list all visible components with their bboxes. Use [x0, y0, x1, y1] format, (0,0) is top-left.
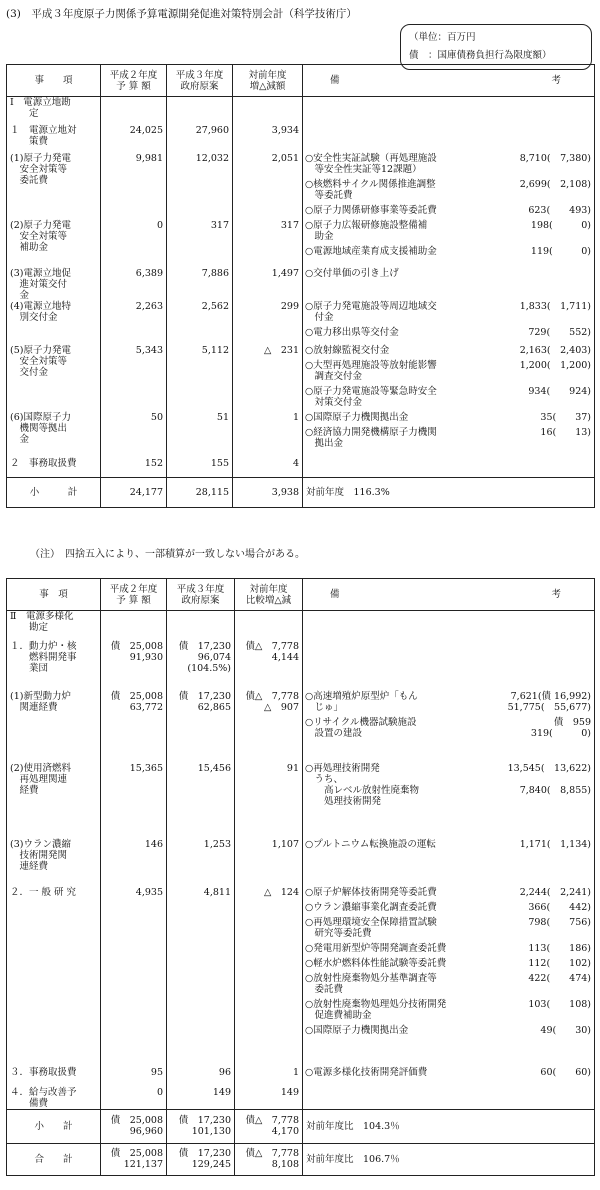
total-fy3: 債 17,230 129,245: [167, 1143, 235, 1175]
remark-line: [305, 427, 591, 449]
remark-text: ○放射線監視交付金: [305, 344, 390, 356]
remark-value: 2,244( 2,241): [519, 886, 591, 898]
row-remarks: [303, 268, 595, 301]
row-item: ２ 事務取扱費: [10, 457, 77, 469]
row-fy3: [167, 97, 233, 125]
table-row: [7, 345, 595, 412]
row-fy2: [101, 97, 167, 125]
row-diff: 1,107: [235, 839, 303, 887]
remark-value: 13,545( 13,622) 7,840( 8,855): [507, 762, 591, 796]
table-row: [7, 1087, 595, 1110]
remark-line: [305, 1025, 591, 1036]
page-title: (3) 平成３年度原子力関係予算電源開発促進対策特別会計（科学技術庁）: [6, 8, 357, 20]
header-remarks-2: 考: [551, 75, 561, 86]
remark-value: 49( 30): [540, 1024, 591, 1036]
row-fy3: 51: [167, 412, 233, 458]
remark-line: [305, 179, 591, 201]
total-fy2: 債 25,008 121,137: [101, 1143, 167, 1175]
table-row: [7, 458, 595, 478]
header-item-2: 事 項: [7, 579, 101, 611]
remark-line: [305, 691, 591, 713]
remark-line: [305, 1067, 591, 1078]
row-diff: △ 231: [233, 345, 303, 412]
remark-text: ○原子力広報研修施設整備補 助金: [305, 219, 428, 242]
row-fy3: [167, 611, 235, 641]
row-diff: 3,934: [233, 125, 303, 153]
row-fy2: 50: [101, 412, 167, 458]
row-remarks: [303, 412, 595, 458]
row-remarks: [303, 691, 595, 763]
header-remarks-b2: 考: [551, 589, 561, 600]
row-fy3: 債 17,230 62,865: [167, 691, 235, 763]
total-fy3: 28,115: [167, 478, 233, 508]
total-remark: 対前年度比 104.3％: [303, 1109, 595, 1143]
row-remarks: [303, 641, 595, 691]
remark-value: 729( 552): [528, 326, 591, 338]
row-fy2: 6,389: [101, 268, 167, 301]
remark-line: [305, 220, 591, 242]
remark-value: 1,200( 1,200): [519, 359, 591, 371]
remark-value: 366( 442): [528, 901, 591, 913]
row-fy3: 2,562: [167, 301, 233, 345]
remark-value: 35( 37): [540, 411, 591, 423]
remark-text: ○電源多様化技術開発評価費: [305, 1066, 428, 1078]
remark-text: ○電源地域産業育成支援補助金: [305, 245, 437, 257]
table-row: [7, 611, 595, 641]
row-diff: [235, 611, 303, 641]
table-1-body: [7, 97, 595, 508]
row-item: ２．一 般 研 究: [10, 886, 77, 898]
remark-text: ○高速増殖炉原型炉「もん じゅ」: [305, 690, 418, 713]
remark-text: ○放射性廃棄物処理処分技術開発 促進費補助金: [305, 998, 447, 1021]
total-remark: 対前年度比 106.7％: [303, 1143, 595, 1175]
row-item: (4)電源立地特 別交付金: [10, 300, 71, 323]
row-fy2: [101, 611, 167, 641]
remark-text: ○発電用新型炉等開発調査委託費: [305, 942, 447, 954]
remark-text: ○ウラン濃縮事業化調査委託費: [305, 901, 437, 913]
table-row: [7, 125, 595, 153]
row-remarks: [303, 1067, 595, 1087]
remark-value: 16( 13): [540, 426, 591, 438]
remark-value: 8,710( 7,380): [519, 152, 591, 164]
footnote: （注） 四捨五入により、一部積算が一致しない場合がある。: [30, 549, 305, 560]
remark-value: 7,621(債 16,992) 51,775( 55,677): [507, 690, 591, 713]
remark-text: ○安全性実証試験（再処理施設 等安全性実証等12課題）: [305, 152, 437, 175]
budget-table-1: [6, 64, 595, 508]
remark-text: ○原子炉解体技術開発等委託費: [305, 886, 437, 898]
table-row: [7, 763, 595, 839]
remark-text: ○原子力発電施設等周辺地域交 付金: [305, 300, 437, 323]
row-remarks: [303, 153, 595, 220]
remark-line: [305, 902, 591, 913]
row-item: (3)ウラン濃縮 技術開発関 連経費: [10, 838, 71, 872]
row-remarks: [303, 887, 595, 1067]
remark-line: [305, 246, 591, 257]
header-remarks-b1: 備: [330, 589, 340, 600]
row-item: (5)原子力発電 安全対策等 交付金: [10, 344, 71, 378]
header-diff: 対前年度 増△減額: [233, 65, 303, 97]
row-item: ３．事務取扱費: [10, 1066, 77, 1078]
total-remark: 対前年度 116.3%: [303, 478, 595, 508]
remark-value: 623( 493): [528, 204, 591, 216]
table-row: [7, 641, 595, 691]
header-remarks-b: [303, 579, 595, 611]
row-fy2: 5,343: [101, 345, 167, 412]
row-fy2: 債 25,008 91,930: [101, 641, 167, 691]
table-row: [7, 691, 595, 763]
total-diff: 債△ 7,778 4,170: [235, 1109, 303, 1143]
row-fy3: 15,456: [167, 763, 235, 839]
table-row: [7, 97, 595, 125]
row-remarks: [303, 611, 595, 641]
remark-line: [305, 205, 591, 216]
header-fy3-2: 平成３年度 政府原案: [167, 579, 235, 611]
row-fy3: 1,253: [167, 839, 235, 887]
row-fy3: 7,886: [167, 268, 233, 301]
remark-value: 2,699( 2,108): [519, 178, 591, 190]
row-fy3: 317: [167, 220, 233, 268]
row-diff: 2,051: [233, 153, 303, 220]
remark-value: 934( 924): [528, 385, 591, 397]
remark-value: 112( 102): [528, 957, 591, 969]
row-diff: 1: [235, 1067, 303, 1087]
row-fy3: 5,112: [167, 345, 233, 412]
row-item: １．動力炉・核 燃料開発事 業団: [10, 640, 77, 674]
table-row: [7, 887, 595, 1067]
row-diff: [233, 97, 303, 125]
row-item: (1)新型動力炉 関連経費: [10, 690, 71, 713]
remark-line: [305, 153, 591, 175]
total-label: 小 計: [7, 478, 101, 508]
remark-line: [305, 999, 591, 1021]
remark-line: [305, 763, 591, 807]
table-row: [7, 839, 595, 887]
row-diff: 1,497: [233, 268, 303, 301]
remark-text: ○核燃料サイクル関係推進調整 等委託費: [305, 178, 436, 201]
header-remarks: [303, 65, 595, 97]
remark-text: ○プルトニウム転換施設の運転: [305, 838, 436, 850]
row-fy2: 15,365: [101, 763, 167, 839]
remark-value: 422( 474): [528, 972, 591, 984]
row-diff: 149: [235, 1087, 303, 1110]
row-diff: 91: [235, 763, 303, 839]
row-diff: 317: [233, 220, 303, 268]
remark-line: [305, 386, 591, 408]
row-diff: 299: [233, 301, 303, 345]
row-remarks: [303, 97, 595, 125]
remark-text: ○原子力発電施設等緊急時安全 対策交付金: [305, 385, 437, 408]
row-remarks: [303, 220, 595, 268]
row-fy2: 4,935: [101, 887, 167, 1067]
row-item: (1)原子力発電 安全対策等 委託費: [10, 152, 71, 186]
remark-text: ○大型再処理施設等放射能影響 調査交付金: [305, 359, 437, 382]
remark-text: ○リサイクル機器試験施設 設置の建設: [305, 716, 417, 739]
remark-value: 1,171( 1,134): [519, 838, 591, 850]
row-item: Ⅱ 電源多様化 勘定: [10, 611, 74, 633]
row-diff: △ 124: [235, 887, 303, 1067]
total-row: [7, 1143, 595, 1175]
unit-line-1: （単位：百万円: [409, 32, 476, 43]
header-item: 事 項: [7, 65, 101, 97]
row-item: Ⅰ 電源立地勘 定: [10, 97, 71, 119]
total-fy2: 24,177: [101, 478, 167, 508]
remark-text: ○電力移出県等交付金: [305, 326, 399, 338]
remark-line: [305, 412, 591, 423]
row-item: (6)国際原子力 機関等拠出 金: [10, 411, 71, 445]
table-row: [7, 301, 595, 345]
total-diff: 債△ 7,778 8,108: [235, 1143, 303, 1175]
remark-text: ○国際原子力機関拠出金: [305, 1024, 409, 1036]
remark-line: [305, 717, 591, 739]
table-row: [7, 220, 595, 268]
row-diff: 債△ 7,778 4,144: [235, 641, 303, 691]
row-remarks: [303, 301, 595, 345]
remark-line: [305, 360, 591, 382]
remark-text: ○再処理環境安全保障措置試験 研究等委託費: [305, 916, 437, 939]
row-remarks: [303, 345, 595, 412]
remark-text: ○経済協力開発機構原子力機関 拠出金: [305, 426, 437, 449]
header-remarks-1: 備: [330, 75, 340, 86]
remark-text: ○国際原子力機関拠出金: [305, 411, 409, 423]
row-remarks: [303, 839, 595, 887]
remark-text: ○交付単価の引き上げ: [305, 267, 399, 279]
row-item: (2)原子力発電 安全対策等 補助金: [10, 219, 71, 253]
row-remarks: [303, 458, 595, 478]
row-remarks: [303, 125, 595, 153]
remark-value: 60( 60): [540, 1066, 591, 1078]
table-2-body: [7, 611, 595, 1176]
total-row: [7, 1109, 595, 1143]
total-label: 小 計: [7, 1109, 101, 1143]
table-row: [7, 153, 595, 220]
row-fy3: 27,960: [167, 125, 233, 153]
remark-line: [305, 268, 591, 279]
row-remarks: [303, 763, 595, 839]
remark-text: ○放射性廃棄物処分基準調査等 委託費: [305, 972, 437, 995]
row-fy3: 149: [167, 1087, 235, 1110]
remark-line: [305, 943, 591, 954]
row-fy2: 9,981: [101, 153, 167, 220]
remark-value: 2,163( 2,403): [519, 344, 591, 356]
remark-value: 1,833( 1,711): [519, 300, 591, 312]
row-remarks: [303, 1087, 595, 1110]
row-fy2: 0: [101, 220, 167, 268]
remark-line: [305, 917, 591, 939]
row-item: ４．給与改善予 備費: [10, 1086, 77, 1109]
remark-line: [305, 345, 591, 356]
total-diff: 3,938: [233, 478, 303, 508]
row-fy3: 155: [167, 458, 233, 478]
unit-line-2: 債 ：国庫債務負担行為限度額）: [409, 50, 552, 61]
remark-text: ○再処理技術開発 うち、 高レベル放射性廃棄物 処理技術開発: [305, 762, 420, 807]
header-diff-2: 対前年度 比較増△減: [235, 579, 303, 611]
row-fy2: 2,263: [101, 301, 167, 345]
row-fy2: 24,025: [101, 125, 167, 153]
row-item: (3)電源立地促 進対策交付 金: [10, 267, 71, 301]
row-fy3: 債 17,230 96,074 (104.5%): [167, 641, 235, 691]
table-row: [7, 268, 595, 301]
row-fy2: 0: [101, 1087, 167, 1110]
row-diff: 1: [233, 412, 303, 458]
remark-line: [305, 327, 591, 338]
header-fy3: 平成３年度 政府原案: [167, 65, 233, 97]
row-diff: 4: [233, 458, 303, 478]
remark-value: 119( 0): [530, 245, 591, 257]
remark-line: [305, 958, 591, 969]
row-fy2: 152: [101, 458, 167, 478]
row-fy2: 146: [101, 839, 167, 887]
remark-line: [305, 301, 591, 323]
row-diff: 債△ 7,778 △ 907: [235, 691, 303, 763]
total-row: [7, 478, 595, 508]
row-item: (2)使用済燃料 再処理関連 経費: [10, 762, 71, 796]
remark-text: ○軽水炉燃料体性能試験等委託費: [305, 957, 447, 969]
total-fy2: 債 25,008 96,960: [101, 1109, 167, 1143]
budget-table-2: [6, 578, 595, 1176]
row-fy2: 債 25,008 63,772: [101, 691, 167, 763]
remark-text: ○原子力関係研修事業等委託費: [305, 204, 437, 216]
total-label: 合 計: [7, 1143, 101, 1175]
header-fy2-2: 平成２年度 予 算 額: [101, 579, 167, 611]
remark-value: 103( 108): [528, 998, 591, 1010]
remark-value: 798( 756): [528, 916, 591, 928]
remark-line: [305, 839, 591, 850]
remark-value: 債 959 319( 0): [530, 716, 591, 739]
table-row: [7, 412, 595, 458]
row-fy3: 4,811: [167, 887, 235, 1067]
table-row: [7, 1067, 595, 1087]
row-fy3: 96: [167, 1067, 235, 1087]
remark-line: [305, 973, 591, 995]
row-fy2: 95: [101, 1067, 167, 1087]
remark-line: [305, 887, 591, 898]
remark-value: 198( 0): [530, 219, 591, 231]
row-fy3: 12,032: [167, 153, 233, 220]
row-item: １ 電源立地対 策費: [10, 124, 77, 147]
remark-value: 113( 186): [528, 942, 591, 954]
header-fy2: 平成２年度 予 算 額: [101, 65, 167, 97]
total-fy3: 債 17,230 101,130: [167, 1109, 235, 1143]
